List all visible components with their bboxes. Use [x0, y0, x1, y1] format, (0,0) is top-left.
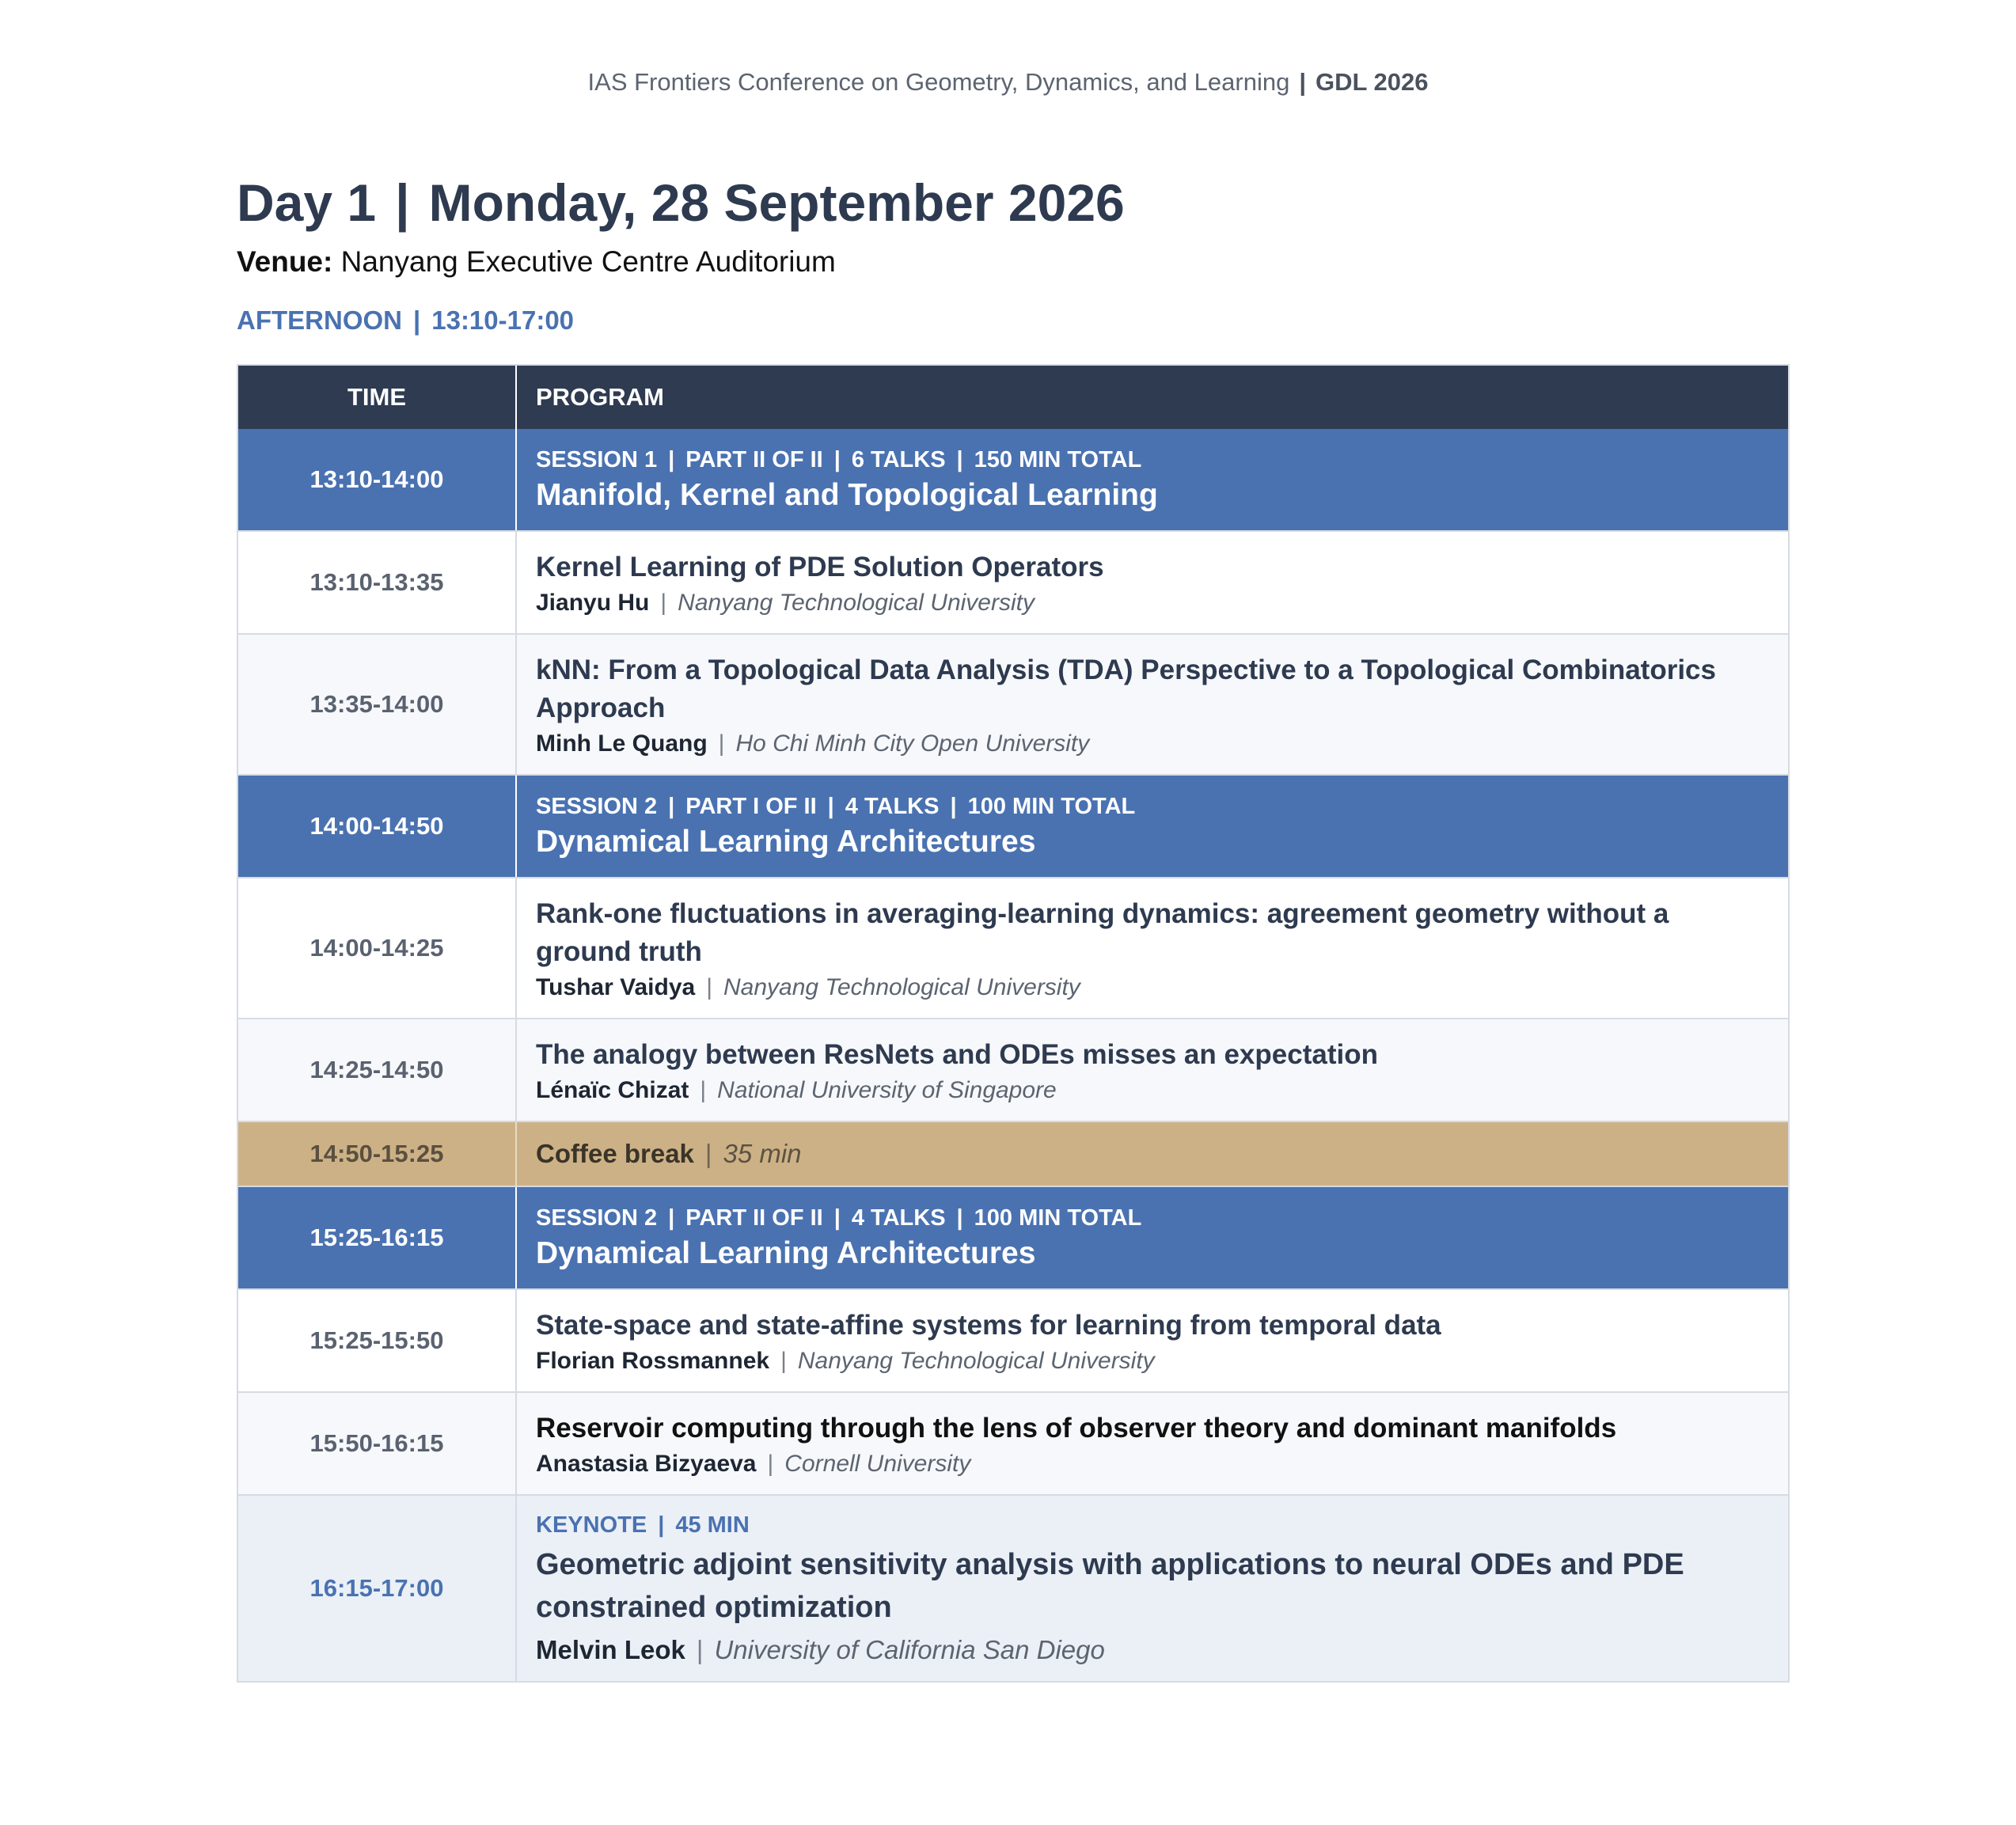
keynote-title: Geometric adjoint sensitivity analysis with applications to neural ODEs and PDE constrained optimization	[536, 1547, 1684, 1624]
time-cell: 14:00-14:25	[238, 878, 517, 1018]
speaker-affiliation: Nanyang Technological University	[678, 590, 1035, 616]
time-cell: 15:25-16:15	[238, 1187, 517, 1288]
session-talks: 6 TALKS	[851, 446, 946, 472]
session-number: SESSION 1	[536, 446, 658, 472]
session-meta	[536, 794, 1769, 820]
session-row	[238, 776, 1788, 878]
time-cell: 14:25-14:50	[238, 1019, 517, 1121]
speaker-affiliation: Nanyang Technological University	[723, 974, 1080, 1000]
separator: |	[956, 1205, 963, 1231]
table-header-row	[238, 366, 1788, 429]
talk-row	[238, 532, 1788, 635]
program-column-header: PROGRAM	[536, 383, 664, 411]
talk-title: Rank-one fluctuations in averaging-learning dynamics: agreement geometry without a ground truth	[536, 898, 1669, 967]
header-separator: |	[1299, 68, 1307, 96]
separator: |	[696, 1634, 704, 1664]
session-meta	[536, 1205, 1769, 1231]
program-cell	[517, 776, 1788, 877]
separator: |	[668, 793, 675, 819]
talk-title: State-space and state-affine systems for learning from temporal data	[536, 1310, 1441, 1341]
talk-speaker	[536, 1077, 1769, 1104]
time-column-header: TIME	[238, 366, 517, 429]
session-part: PART II OF II	[685, 446, 823, 472]
session-total: 150 MIN TOTAL	[974, 446, 1142, 472]
break-row	[238, 1122, 1788, 1187]
talk-row	[238, 635, 1788, 776]
separator: |	[833, 1205, 841, 1231]
separator: |	[718, 730, 725, 757]
session-part: PART II OF II	[685, 1205, 823, 1231]
separator: |	[950, 793, 957, 819]
separator: |	[827, 793, 834, 819]
separator: |	[704, 1139, 712, 1168]
separator: |	[658, 1512, 665, 1538]
period-name: AFTERNOON	[237, 305, 402, 335]
period-heading	[237, 305, 574, 336]
conference-code: GDL 2026	[1316, 68, 1429, 96]
talk-row	[238, 1019, 1788, 1122]
speaker-name: Jianyu Hu	[536, 590, 650, 616]
conference-name: IAS Frontiers Conference on Geometry, Dynamics, and Learning	[587, 68, 1290, 96]
talk-speaker	[536, 1348, 1769, 1375]
day-label: Day 1	[237, 173, 377, 232]
schedule-table	[237, 364, 1790, 1683]
talk-speaker	[536, 974, 1769, 1001]
program-cell	[517, 1122, 1788, 1186]
speaker-affiliation: Nanyang Technological University	[797, 1348, 1155, 1374]
session-title: Manifold, Kernel and Topological Learning	[536, 477, 1158, 512]
session-number: SESSION 2	[536, 1205, 658, 1231]
session-total: 100 MIN TOTAL	[967, 793, 1136, 819]
time-cell: 13:10-13:35	[238, 532, 517, 633]
session-talks: 4 TALKS	[845, 793, 940, 819]
speaker-name: Florian Rossmannek	[536, 1348, 770, 1374]
speaker-affiliation: Ho Chi Minh City Open University	[735, 730, 1090, 757]
separator: |	[668, 446, 675, 472]
talk-speaker	[536, 730, 1769, 757]
session-part: PART I OF II	[685, 793, 817, 819]
time-cell: 15:50-16:15	[238, 1393, 517, 1494]
keynote-row	[238, 1496, 1788, 1681]
separator: |	[706, 974, 712, 1000]
speaker-name: Lénaïc Chizat	[536, 1077, 689, 1103]
separator: |	[660, 590, 667, 616]
session-title: Dynamical Learning Architectures	[536, 824, 1036, 859]
talk-row	[238, 878, 1788, 1019]
program-cell	[517, 1393, 1788, 1494]
title-separator: |	[395, 173, 410, 232]
session-title: Dynamical Learning Architectures	[536, 1235, 1036, 1270]
program-cell	[517, 429, 1788, 530]
talk-title: kNN: From a Topological Data Analysis (TDA) Perspective to a Topological Combinatorics Approach	[536, 654, 1716, 723]
speaker-name: Tushar Vaidya	[536, 974, 696, 1000]
time-cell: 14:50-15:25	[238, 1122, 517, 1186]
session-meta	[536, 447, 1769, 473]
separator: |	[833, 446, 841, 472]
break-label: Coffee break	[536, 1139, 694, 1168]
time-cell: 13:10-14:00	[238, 429, 517, 530]
program-cell	[517, 1496, 1788, 1681]
venue-label: Venue:	[237, 245, 333, 278]
program-cell	[517, 878, 1788, 1018]
day-date: Monday, 28 September 2026	[428, 173, 1125, 232]
running-header	[0, 68, 2016, 97]
separator: |	[780, 1348, 787, 1374]
talk-row	[238, 1290, 1788, 1393]
session-talks: 4 TALKS	[851, 1205, 946, 1231]
speaker-affiliation: National University of Singapore	[717, 1077, 1057, 1103]
break-line	[536, 1139, 1769, 1169]
talk-title: Reservoir computing through the lens of observer theory and dominant manifolds	[536, 1413, 1617, 1444]
separator: |	[767, 1451, 774, 1477]
talk-speaker	[536, 1451, 1769, 1478]
session-total: 100 MIN TOTAL	[974, 1205, 1142, 1231]
venue	[237, 245, 836, 279]
speaker-name: Anastasia Bizyaeva	[536, 1451, 757, 1477]
talk-title: The analogy between ResNets and ODEs misses an expectation	[536, 1039, 1378, 1070]
speaker-name: Melvin Leok	[536, 1634, 685, 1664]
session-row	[238, 1187, 1788, 1290]
separator: |	[956, 446, 963, 472]
talk-title: Kernel Learning of PDE Solution Operators	[536, 552, 1104, 582]
period-separator: |	[413, 305, 421, 335]
break-duration: 35 min	[723, 1139, 802, 1168]
keynote-tag: KEYNOTE	[536, 1512, 647, 1538]
time-cell: 15:25-15:50	[238, 1290, 517, 1391]
session-row	[238, 429, 1788, 532]
page-title	[237, 173, 1125, 233]
separator: |	[700, 1077, 707, 1103]
time-cell: 16:15-17:00	[238, 1496, 517, 1681]
period-range: 13:10-17:00	[431, 305, 575, 335]
program-cell	[517, 1187, 1788, 1288]
speaker-affiliation: Cornell University	[784, 1451, 971, 1477]
venue-name: Nanyang Executive Centre Auditorium	[340, 245, 836, 278]
talk-speaker	[536, 590, 1769, 617]
speaker-name: Minh Le Quang	[536, 730, 708, 757]
session-number: SESSION 2	[536, 793, 658, 819]
keynote-duration: 45 MIN	[675, 1512, 750, 1538]
program-cell	[517, 1290, 1788, 1391]
separator: |	[668, 1205, 675, 1231]
program-cell	[517, 1019, 1788, 1121]
keynote-meta	[536, 1512, 1769, 1539]
talk-row	[238, 1393, 1788, 1496]
time-cell: 14:00-14:50	[238, 776, 517, 877]
program-cell	[517, 635, 1788, 774]
program-cell	[517, 532, 1788, 633]
time-cell: 13:35-14:00	[238, 635, 517, 774]
speaker-affiliation: University of California San Diego	[714, 1634, 1105, 1664]
talk-speaker	[536, 1635, 1769, 1665]
